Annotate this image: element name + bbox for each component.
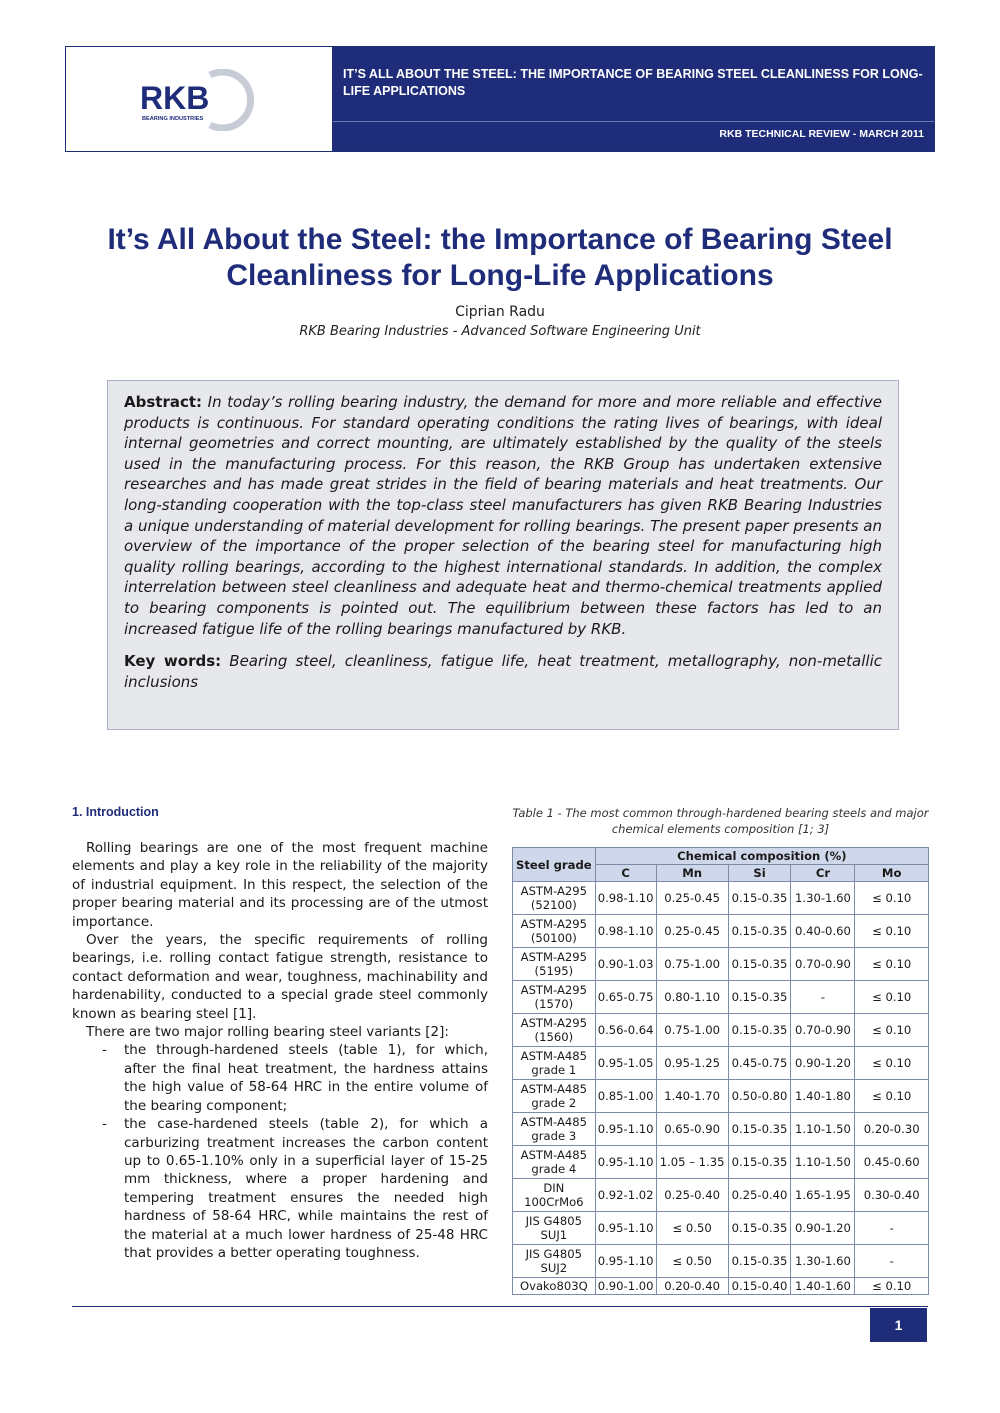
cell-mo: ≤ 0.10 [855,948,929,981]
table-header-row [513,848,929,865]
column-header-mn: Mn [656,865,728,882]
cell-grade: ASTM-A295 (50100) [513,915,596,948]
cell-grade: ASTM-A485 grade 4 [513,1146,596,1179]
cell-c: 0.95-1.05 [595,1047,656,1080]
cell-mo: ≤ 0.10 [855,1047,929,1080]
cell-c: 0.90-1.00 [595,1278,656,1295]
cell-cr: 1.30-1.60 [791,882,855,915]
column-header-cr: Cr [791,865,855,882]
cell-grade: ASTM-A295 (5195) [513,948,596,981]
cell-c: 0.56-0.64 [595,1014,656,1047]
header-title: IT’S ALL ABOUT THE STEEL: THE IMPORTANCE OF BEARING STEEL CLEANLINESS FOR LONG-LIFE APPLICATIONS [343,67,923,98]
cell-mo: - [855,1212,929,1245]
table-row [513,1113,929,1146]
rkb-logo [140,69,264,131]
author-affiliation: RKB Bearing Industries - Advanced Software Engineering Unit [299,324,701,339]
cell-cr: 1.30-1.60 [791,1245,855,1278]
chemical-composition-header: Chemical composition (%) [595,848,928,865]
footer-divider [72,1306,928,1307]
cell-mn: 0.25-0.45 [656,882,728,915]
cell-si: 0.15-0.35 [728,1146,791,1179]
header-banner [333,47,934,151]
cell-grade: ASTM-A485 grade 1 [513,1047,596,1080]
cell-c: 0.95-1.10 [595,1146,656,1179]
table-row [513,915,929,948]
cell-grade: ASTM-A485 grade 3 [513,1113,596,1146]
cell-mn: 0.75-1.00 [656,1014,728,1047]
cell-mn: 1.05 – 1.35 [656,1146,728,1179]
author-name: Ciprian Radu [455,304,545,320]
cell-mo: ≤ 0.10 [855,981,929,1014]
column-header-mo: Mo [855,865,929,882]
table-row [513,1245,929,1278]
table-row [513,1014,929,1047]
cell-mn: 0.80-1.10 [656,981,728,1014]
list-item [72,1041,488,1115]
cell-mn: 0.25-0.40 [656,1179,728,1212]
cell-grade: ASTM-A485 grade 2 [513,1080,596,1113]
cell-c: 0.98-1.10 [595,915,656,948]
cell-si: 0.15-0.40 [728,1278,791,1295]
page-number: 1 [870,1308,927,1342]
intro-paragraph-3: There are two major rolling bearing steel variants [2]: [86,1024,449,1041]
logo-box [66,47,333,151]
cell-si: 0.15-0.35 [728,981,791,1014]
cell-grade: JIS G4805 SUJ1 [513,1212,596,1245]
cell-cr: 0.70-0.90 [791,1014,855,1047]
cell-mo: - [855,1245,929,1278]
cell-cr: - [791,981,855,1014]
introduction-body [72,839,488,1262]
cell-mn: 0.95-1.25 [656,1047,728,1080]
cell-cr: 0.70-0.90 [791,948,855,981]
logo-subtext: BEARING INDUSTRIES [142,116,204,122]
header-divider [333,121,934,122]
cell-si: 0.15-0.35 [728,1113,791,1146]
cell-si: 0.15-0.35 [728,1212,791,1245]
cell-mn: 0.65-0.90 [656,1113,728,1146]
cell-mn: 0.25-0.45 [656,915,728,948]
abstract-box [107,380,899,730]
cell-cr: 0.90-1.20 [791,1212,855,1245]
cell-c: 0.95-1.10 [595,1212,656,1245]
cell-cr: 0.90-1.20 [791,1047,855,1080]
list-item-text: the case-hardened steels (table 2), for which a carburizing treatment increases the carbon content up to 0.65-1.10% only in a superficial layer of 15-25 mm thickness, where a proper hardening and tempering treatment ensures the needed high hardness of 58-64 HRC, while maintains the rest of the material at a much lower hardness of 25-48 HRC that provides a better operating toughness. [124,1116,488,1261]
cell-c: 0.92-1.02 [595,1179,656,1212]
table-row [513,1047,929,1080]
cell-mn: 0.20-0.40 [656,1278,728,1295]
cell-grade: JIS G4805 SUJ2 [513,1245,596,1278]
cell-mn: 0.75-1.00 [656,948,728,981]
cell-si: 0.15-0.35 [728,1245,791,1278]
cell-mo: 0.45-0.60 [855,1146,929,1179]
cell-cr: 1.40-1.60 [791,1278,855,1295]
cell-cr: 1.10-1.50 [791,1146,855,1179]
cell-grade: DIN 100CrMo6 [513,1179,596,1212]
cell-c: 0.95-1.10 [595,1113,656,1146]
table-row [513,1146,929,1179]
table-row [513,1278,929,1295]
steel-composition-table [512,847,929,1295]
table-row [513,981,929,1014]
abstract-label: Abstract: [124,393,203,411]
cell-mo: ≤ 0.10 [855,882,929,915]
cell-grade: ASTM-A295 (52100) [513,882,596,915]
bullet-dash: - [102,1116,107,1133]
cell-c: 0.98-1.10 [595,882,656,915]
cell-cr: 0.40-0.60 [791,915,855,948]
table-row [513,948,929,981]
column-header-c: C [595,865,656,882]
header-subtitle: RKB TECHNICAL REVIEW - MARCH 2011 [719,128,924,140]
column-header-si: Si [728,865,791,882]
keywords-paragraph [124,651,882,692]
steel-grade-header: Steel grade [513,848,596,882]
abstract-paragraph [124,392,882,639]
cell-mo: ≤ 0.10 [855,1080,929,1113]
cell-c: 0.65-0.75 [595,981,656,1014]
cell-c: 0.85-1.00 [595,1080,656,1113]
intro-paragraph-2: Over the years, the specific requirements of rolling bearings, i.e. rolling contact fatigue strength, resistance to contact deformation and wear, toughness, machinability and hardenability, conducted to a special grade steel commonly known as bearing steel [1]. [72,932,488,1022]
logo-text: RKB [140,80,210,116]
cell-grade: ASTM-A295 (1570) [513,981,596,1014]
cell-mo: ≤ 0.10 [855,1278,929,1295]
table-row [513,1179,929,1212]
table-body [513,882,929,1295]
cell-si: 0.45-0.75 [728,1047,791,1080]
cell-si: 0.25-0.40 [728,1179,791,1212]
document-title: It’s All About the Steel: the Importance of Bearing Steel Cleanliness for Long-Life Applications [107,223,893,292]
cell-si: 0.15-0.35 [728,882,791,915]
cell-cr: 1.10-1.50 [791,1113,855,1146]
cell-grade: ASTM-A295 (1560) [513,1014,596,1047]
cell-mo: ≤ 0.10 [855,1014,929,1047]
cell-cr: 1.65-1.95 [791,1179,855,1212]
cell-si: 0.15-0.35 [728,948,791,981]
cell-mo: 0.20-0.30 [855,1113,929,1146]
page-header [65,46,935,152]
cell-mn: ≤ 0.50 [656,1245,728,1278]
cell-si: 0.15-0.35 [728,915,791,948]
list-item-text: the through-hardened steels (table 1), for which, after the final heat treatment, the hardness attains the high value of 58-64 HRC in the entire volume of the bearing component; [124,1042,488,1114]
table-row [513,882,929,915]
keywords-label: Key words: [124,652,222,671]
cell-cr: 1.40-1.80 [791,1080,855,1113]
table-row [513,1212,929,1245]
keywords-text: Bearing steel, cleanliness, fatigue life, heat treatment, metallography, non-metallic inclusions [124,652,882,691]
cell-mn: 1.40-1.70 [656,1080,728,1113]
bullet-dash: - [102,1042,107,1059]
cell-grade: Ovako803Q [513,1278,596,1295]
cell-c: 0.90-1.03 [595,948,656,981]
cell-mn: ≤ 0.50 [656,1212,728,1245]
section-heading-introduction: 1. Introduction [72,805,159,819]
cell-si: 0.15-0.35 [728,1014,791,1047]
table-caption: Table 1 - The most common through-hardened bearing steels and major chemical elements composition [1; 3] [512,806,929,836]
cell-si: 0.50-0.80 [728,1080,791,1113]
cell-mo: 0.30-0.40 [855,1179,929,1212]
abstract-text: In today’s rolling bearing industry, the demand for more and more reliable and effective products is continuous. For standard operating conditions the rating lives of bearings, with ideal internal geometries and correct mounting, are ultimately established by the quality of the steels used in the manufacturing process. For this reason, the RKB Group has undertaken extensive researches and has made great strides in the field of bearing materials and heat treatments. Our long-standing cooperation with the top-class steel manufacturers has given RKB Bearing Industries a unique understanding of material development for rolling bearings. The present paper presents an overview of the importance of the proper selection of the bearing steel for manufacturing high quality rolling bearings, according to the highest international standards. In addition, the complex interrelation between steel cleanliness and adequate heat and thermo-chemical treatments applied to bearing components is pointed out. The equilibrium between these factors has led to an increased fatigue life of the rolling bearings manufactured by RKB. [124,393,882,638]
intro-paragraph-1: Rolling bearings are one of the most frequent machine elements and play a key role in the reliability of the majority of industrial equipment. In this respect, the selection of the proper bearing material and its processing are of the utmost importance. [72,840,488,930]
cell-c: 0.95-1.10 [595,1245,656,1278]
cell-mo: ≤ 0.10 [855,915,929,948]
table-row [513,1080,929,1113]
steel-variants-list [72,1041,488,1262]
list-item [72,1115,488,1262]
